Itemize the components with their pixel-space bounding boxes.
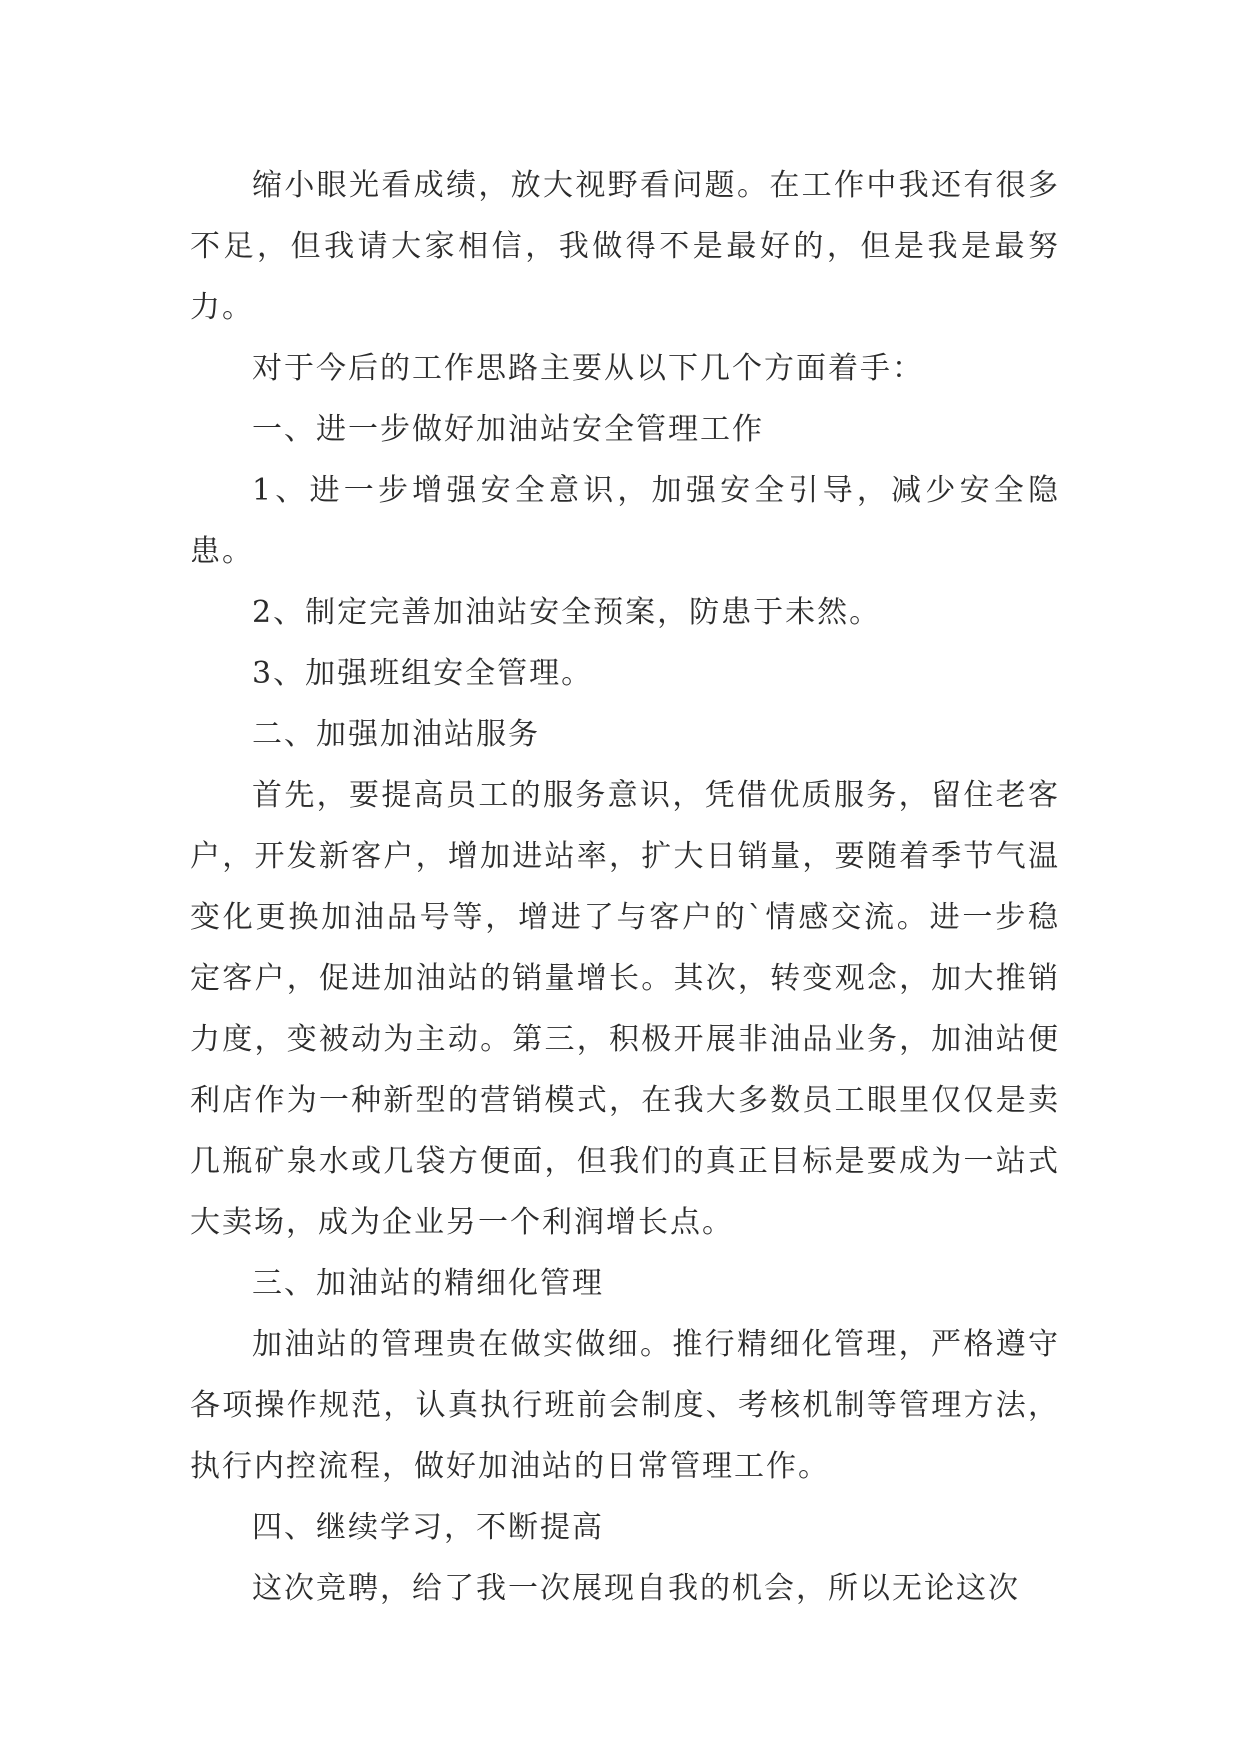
section-heading-1: 一、进一步做好加油站安全管理工作	[252, 412, 764, 447]
paragraph-3: 首先，要提高员工的服务意识，凭借优质服务，留住老客户，开发新客户，增加进站率，扩大日销量，要随着季节气温变化更换加油品号等，增进了与客户的`情感交流。进一步稳定客户，促进加油站的销量增长。其次，转变观念，加大推销力度，变被动为主动。第三，积极开展非油品业务，加油站便利店作为一种新型的营销模式，在我大多数员工眼里仅仅是卖几瓶矿泉水或几袋方便面，但我们的真正目标是要成为一站式大卖场，成为企业另一个利润增长点。	[190, 778, 1060, 1240]
paragraph-4: 加油站的管理贵在做实做细。推行精细化管理，严格遵守各项操作规范，认真执行班前会制度、考核机制等管理方法，执行内控流程，做好加油站的日常管理工作。	[190, 1327, 1060, 1484]
document-body	[190, 155, 1060, 1619]
paragraph-2: 对于今后的工作思路主要从以下几个方面着手：	[252, 351, 924, 386]
paragraph-1: 缩小眼光看成绩，放大视野看问题。在工作中我还有很多不足，但我请大家相信，我做得不是最好的，但是我是最努力。	[190, 168, 1060, 325]
section-heading-2: 二、加强加油站服务	[252, 717, 540, 752]
list-item-3: 3、加强班组安全管理。	[252, 656, 594, 691]
section-heading-3: 三、加油站的精细化管理	[252, 1266, 604, 1301]
paragraph-5: 这次竞聘，给了我一次展现自我的机会，所以无论这次	[252, 1571, 1020, 1606]
list-item-2: 2、制定完善加油站安全预案，防患于未然。	[252, 595, 882, 630]
section-heading-4: 四、继续学习，不断提高	[252, 1510, 604, 1545]
list-item-1: 1、进一步增强安全意识，加强安全引导，减少安全隐患。	[190, 473, 1060, 569]
